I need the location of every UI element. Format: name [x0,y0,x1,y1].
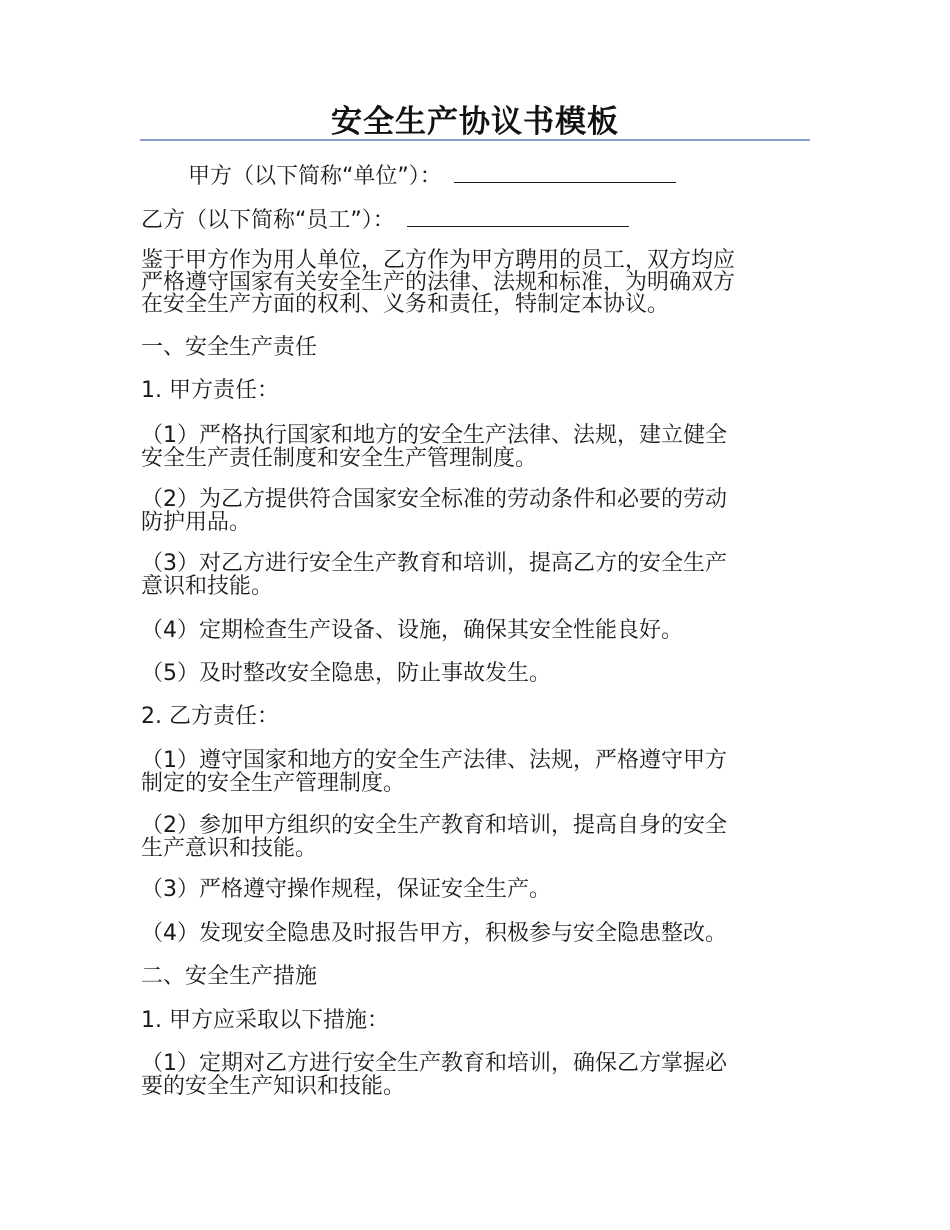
clause-line: 生产意识和技能。 [141,836,318,861]
party-a-blank [454,162,676,183]
clause-line: 制定的安全生产管理制度。 [141,771,406,796]
clause-line: （1）严格执行国家和地方的安全生产法律、法规，建立健全 [141,423,727,448]
clause-line: （2）为乙方提供符合国家安全标准的劳动条件和必要的劳动 [141,487,727,512]
clause-line: （3）严格遵守操作规程，保证安全生产。 [141,877,551,902]
clause-line: （2）参加甲方组织的安全生产教育和培训，提高自身的安全 [141,813,727,838]
clause-line: 要的安全生产知识和技能。 [141,1074,406,1099]
clause-line: （4）定期检查生产设备、设施，确保其安全性能良好。 [141,618,683,643]
party-a-label: 甲方（以下简称“单位”）： [188,164,442,189]
clause-line: 防护用品。 [141,510,252,535]
document-title: 安全生产协议书模板 [331,104,619,140]
party-b-blank [407,206,629,227]
party-b-line [141,206,809,232]
clause-line: （1）定期对乙方进行安全生产教育和培训，确保乙方掌握必 [141,1051,727,1076]
subsection-heading: 1. 甲方应采取以下措施： [141,1008,389,1033]
section-heading: 一、安全生产责任 [141,335,318,360]
clause-line: （1）遵守国家和地方的安全生产法律、法规，严格遵守甲方 [141,748,727,773]
clause-line: 意识和技能。 [141,574,274,599]
subsection-heading: 2. 乙方责任： [141,704,279,729]
clause-line: （3）对乙方进行安全生产教育和培训，提高乙方的安全生产 [141,551,727,576]
party-b-label: 乙方（以下简称“员工”）： [141,208,395,233]
clause-line: （5）及时整改安全隐患，防止事故发生。 [141,661,551,686]
section-heading: 二、安全生产措施 [141,964,318,989]
clause-line: （4）发现安全隐患及时报告甲方，积极参与安全隐患整改。 [141,921,727,946]
subsection-heading: 1. 甲方责任： [141,378,279,403]
clause-line: 安全生产责任制度和安全生产管理制度。 [141,446,538,471]
preamble-line-1: 鉴于甲方作为用人单位，乙方作为甲方聘用的员工，双方均应 [141,248,736,273]
title-underline [140,139,810,141]
party-a-line [188,162,856,188]
preamble-line-3: 在安全生产方面的权利、义务和责任，特制定本协议。 [141,292,670,317]
preamble-line-2: 严格遵守国家有关安全生产的法律、法规和标准，为明确双方 [141,270,736,295]
